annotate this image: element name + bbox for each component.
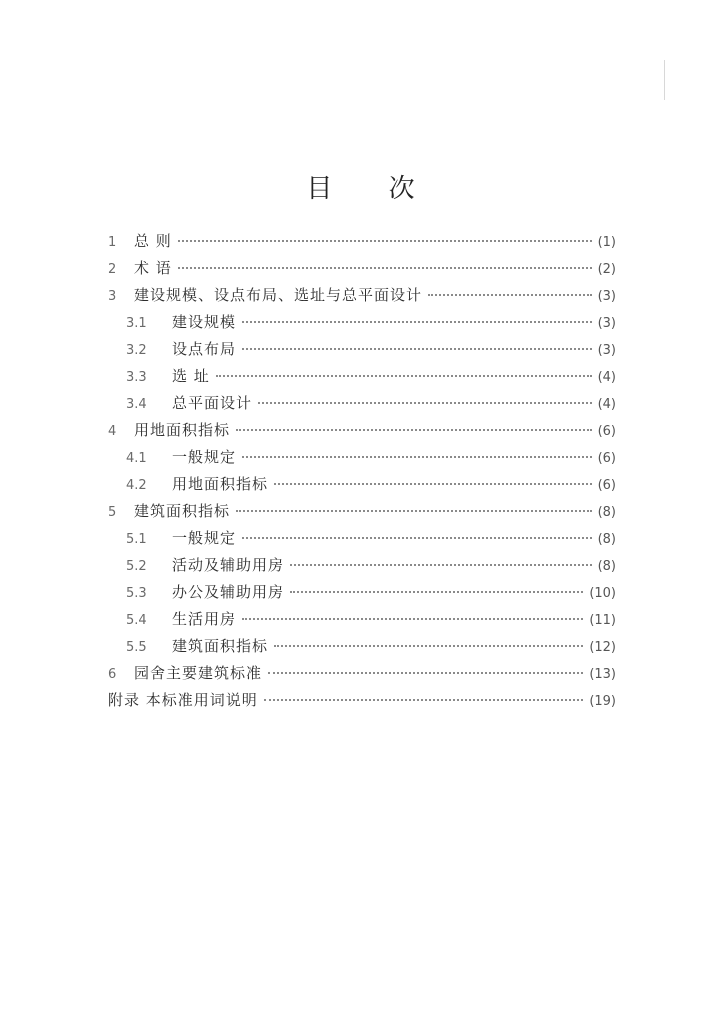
dot-leader — [268, 671, 583, 674]
toc-number: 4.2 — [126, 478, 147, 493]
dot-leader — [258, 401, 592, 404]
toc-number: 5.5 — [126, 640, 147, 655]
toc-page: (11) — [589, 613, 616, 628]
toc-entry[interactable] — [108, 255, 616, 282]
toc-page: (6) — [597, 451, 616, 466]
dot-leader — [242, 536, 592, 539]
toc-label: 选 址 — [172, 367, 210, 385]
toc-page: (8) — [597, 559, 616, 574]
toc-label: 建设规模、设点布局、选址与总平面设计 — [134, 286, 423, 304]
dot-leader — [290, 590, 583, 593]
toc-page: (3) — [597, 316, 616, 331]
toc-entry[interactable] — [108, 309, 616, 336]
table-of-contents — [108, 228, 616, 714]
toc-label: 建设规模 — [172, 313, 237, 331]
dot-leader — [428, 293, 592, 296]
toc-page: (8) — [597, 505, 616, 520]
toc-label: 用地面积指标 — [172, 475, 269, 493]
toc-entry[interactable] — [108, 579, 616, 606]
toc-page: (6) — [597, 424, 616, 439]
toc-number: 5 — [108, 505, 117, 520]
toc-label: 设点布局 — [172, 340, 237, 358]
toc-number: 1 — [108, 235, 117, 250]
page-title: 目 次 — [306, 174, 439, 204]
toc-label: 术 语 — [134, 259, 172, 277]
toc-number: 4.1 — [126, 451, 147, 466]
toc-label: 用地面积指标 — [134, 421, 231, 439]
toc-entry[interactable] — [108, 417, 616, 444]
toc-number: 3.3 — [126, 370, 147, 385]
toc-number: 3.1 — [126, 316, 147, 331]
toc-page: (13) — [589, 667, 616, 682]
toc-label: 一般规定 — [172, 448, 237, 466]
toc-entry[interactable] — [108, 660, 616, 687]
toc-number: 3.2 — [126, 343, 147, 358]
dot-leader — [216, 374, 592, 377]
toc-label: 办公及辅助用房 — [172, 583, 285, 601]
toc-label: 总平面设计 — [172, 394, 253, 412]
toc-page: (1) — [597, 235, 616, 250]
toc-page: (4) — [597, 397, 616, 412]
toc-number: 6 — [108, 667, 117, 682]
toc-page: (6) — [597, 478, 616, 493]
toc-entry[interactable] — [108, 282, 616, 309]
toc-number: 3.4 — [126, 397, 147, 412]
toc-label: 园舍主要建筑标准 — [134, 664, 263, 682]
dot-leader — [242, 617, 583, 620]
toc-label: 一般规定 — [172, 529, 237, 547]
toc-number: 5.2 — [126, 559, 147, 574]
scan-mark — [664, 60, 665, 100]
toc-number: 5.4 — [126, 613, 147, 628]
toc-page: (10) — [589, 586, 616, 601]
toc-number: 3 — [108, 289, 117, 304]
dot-leader — [236, 509, 592, 512]
toc-entry[interactable] — [108, 336, 616, 363]
dot-leader — [242, 347, 592, 350]
dot-leader — [274, 644, 583, 647]
toc-entry[interactable] — [108, 390, 616, 417]
toc-entry[interactable] — [108, 444, 616, 471]
toc-entry[interactable] — [108, 633, 616, 660]
toc-page: (2) — [597, 262, 616, 277]
toc-page: (4) — [597, 370, 616, 385]
toc-entry[interactable] — [108, 552, 616, 579]
dot-leader — [178, 239, 592, 242]
toc-entry[interactable] — [108, 471, 616, 498]
toc-page: (12) — [589, 640, 616, 655]
dot-leader — [290, 563, 592, 566]
toc-number: 2 — [108, 262, 117, 277]
toc-number: 5.1 — [126, 532, 147, 547]
dot-leader — [242, 320, 592, 323]
dot-leader — [264, 698, 584, 701]
toc-entry[interactable] — [108, 228, 616, 255]
dot-leader — [236, 428, 592, 431]
toc-entry[interactable] — [108, 525, 616, 552]
toc-page: (19) — [589, 694, 616, 709]
toc-label: 生活用房 — [172, 610, 237, 628]
toc-page: (3) — [597, 343, 616, 358]
toc-label: 建筑面积指标 — [172, 637, 269, 655]
toc-label: 建筑面积指标 — [134, 502, 231, 520]
toc-number: 5.3 — [126, 586, 147, 601]
toc-label: 附录 本标准用词说明 — [108, 691, 258, 709]
dot-leader — [178, 266, 592, 269]
toc-entry[interactable] — [108, 363, 616, 390]
dot-leader — [274, 482, 592, 485]
toc-entry[interactable] — [108, 606, 616, 633]
toc-number: 4 — [108, 424, 117, 439]
toc-page: (3) — [597, 289, 616, 304]
dot-leader — [242, 455, 592, 458]
toc-label: 活动及辅助用房 — [172, 556, 285, 574]
toc-entry[interactable] — [108, 498, 616, 525]
toc-entry-appendix[interactable] — [108, 687, 616, 714]
toc-page: (8) — [597, 532, 616, 547]
toc-label: 总 则 — [134, 232, 172, 250]
